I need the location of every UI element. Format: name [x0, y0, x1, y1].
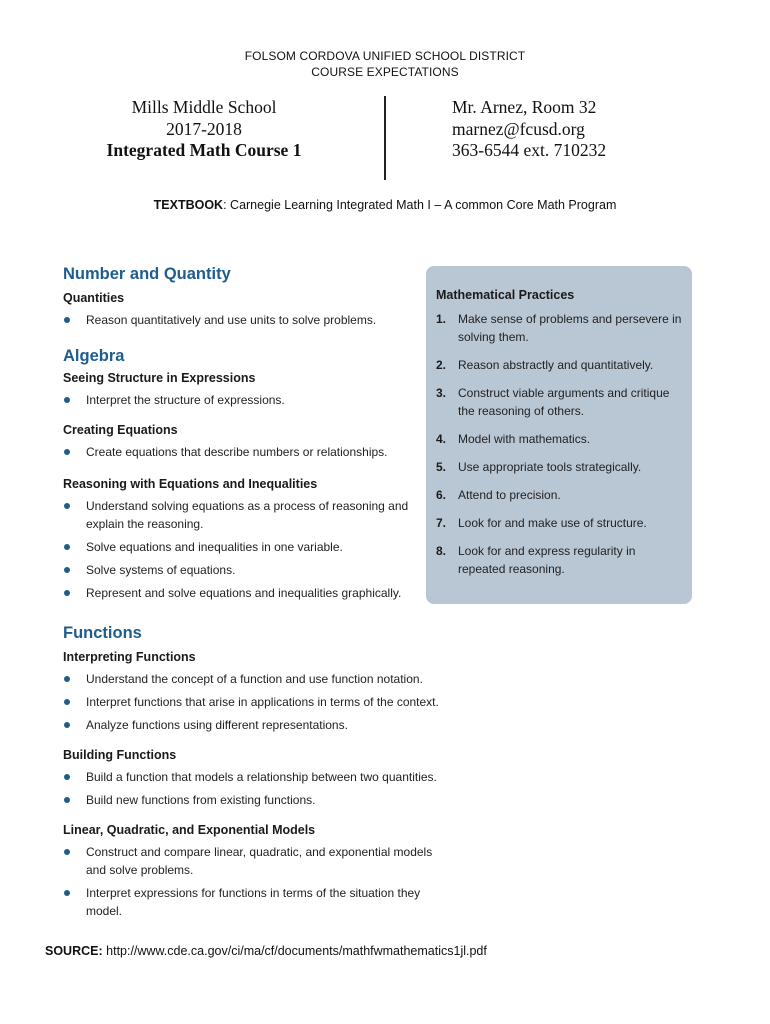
practice-text: Make sense of problems and persevere in solving them. [458, 312, 682, 344]
practice-text: Use appropriate tools strategically. [458, 460, 642, 474]
bullet-item: Understand the concept of a function and use function notation. [63, 670, 443, 688]
teacher-name-room: Mr. Arnez, Room 32 [452, 97, 597, 117]
subsection-heading: Quantities [63, 291, 125, 305]
section-heading: Number and Quantity [63, 265, 231, 283]
bullet-list [63, 843, 443, 920]
bullet-list [63, 391, 443, 409]
practices-title: Mathematical Practices [436, 288, 575, 302]
practice-item [436, 514, 682, 532]
teacher-phone: 363-6544 ext. 710232 [452, 140, 607, 160]
subsection-heading: Linear, Quadratic, and Exponential Models [63, 823, 316, 837]
school-name: Mills Middle School [131, 97, 277, 117]
bullet-item: Reason quantitatively and use units to solve problems. [63, 311, 443, 329]
bullet-item: Analyze functions using different representations. [63, 716, 443, 734]
bullet-item: Solve equations and inequalities in one variable. [63, 538, 443, 556]
practice-number: 5. [436, 460, 447, 474]
bullet-item: Create equations that describe numbers or relationships. [63, 443, 443, 461]
practice-text: Look for and make use of structure. [458, 516, 647, 530]
practice-number: 8. [436, 544, 447, 558]
subsection-heading: Building Functions [63, 748, 177, 762]
source-line [45, 944, 487, 958]
district-name: FOLSOM CORDOVA UNIFIED SCHOOL DISTRICT [244, 49, 526, 63]
subsection-heading: Creating Equations [63, 423, 178, 437]
textbook-line [0, 198, 770, 212]
subsection-heading: Interpreting Functions [63, 650, 196, 664]
bullet-item: Interpret expressions for functions in terms of the situation they model. [63, 884, 443, 920]
practice-text: Attend to precision. [458, 488, 561, 502]
practice-item [436, 430, 682, 448]
bullet-item: Build new functions from existing functions. [63, 791, 443, 809]
school-info [84, 97, 324, 162]
practice-text: Look for and express regularity in repeated reasoning. [458, 544, 636, 576]
document-header [0, 48, 770, 80]
standards-content [63, 263, 443, 925]
teacher-info [452, 97, 606, 162]
bullet-item: Build a function that models a relationship between two quantities. [63, 768, 443, 786]
subsection-heading: Reasoning with Equations and Inequalities [63, 477, 318, 491]
bullet-item: Understand solving equations as a process of reasoning and explain the reasoning. [63, 497, 443, 533]
bullet-item: Construct and compare linear, quadratic, and exponential models and solve problems. [63, 843, 443, 879]
bullet-list [63, 311, 443, 329]
source-label: SOURCE: [45, 944, 103, 958]
bullet-item: Solve systems of equations. [63, 561, 443, 579]
mathematical-practices-box [426, 266, 692, 604]
bullet-list [63, 670, 443, 734]
bullet-item: Interpret the structure of expressions. [63, 391, 443, 409]
source-url: http://www.cde.ca.gov/ci/ma/cf/documents/mathfwmathematics1jl.pdf [106, 944, 487, 958]
header-divider [384, 96, 386, 180]
practice-number: 3. [436, 386, 447, 400]
practice-number: 6. [436, 488, 447, 502]
practice-text: Model with mathematics. [458, 432, 591, 446]
practice-item [436, 458, 682, 476]
practices-list [436, 310, 682, 578]
section-heading: Algebra [63, 347, 125, 365]
subsection-heading: Seeing Structure in Expressions [63, 371, 256, 385]
school-year: 2017-2018 [166, 118, 242, 139]
section-heading: Functions [63, 624, 142, 642]
practice-number: 7. [436, 516, 447, 530]
practice-number: 1. [436, 312, 447, 326]
practice-item [436, 384, 682, 420]
bullet-list [63, 768, 443, 809]
textbook-text: : Carnegie Learning Integrated Math I – A common Core Math Program [223, 198, 617, 212]
practice-item [436, 542, 682, 578]
practice-text: Reason abstractly and quantitatively. [458, 358, 654, 372]
bullet-list [63, 497, 443, 602]
practice-number: 4. [436, 432, 447, 446]
practice-number: 2. [436, 358, 447, 372]
bullet-item: Interpret functions that arise in applications in terms of the context. [63, 693, 443, 711]
bullet-list [63, 443, 443, 461]
teacher-email: marnez@fcusd.org [452, 118, 585, 139]
course-name: Integrated Math Course 1 [106, 140, 302, 160]
practice-text: Construct viable arguments and critique the reasoning of others. [458, 386, 670, 418]
practice-item [436, 356, 682, 374]
document-title: COURSE EXPECTATIONS [311, 65, 459, 79]
textbook-label: TEXTBOOK [153, 198, 224, 212]
practice-item [436, 310, 682, 346]
bullet-item: Represent and solve equations and inequalities graphically. [63, 584, 443, 602]
practice-item [436, 486, 682, 504]
